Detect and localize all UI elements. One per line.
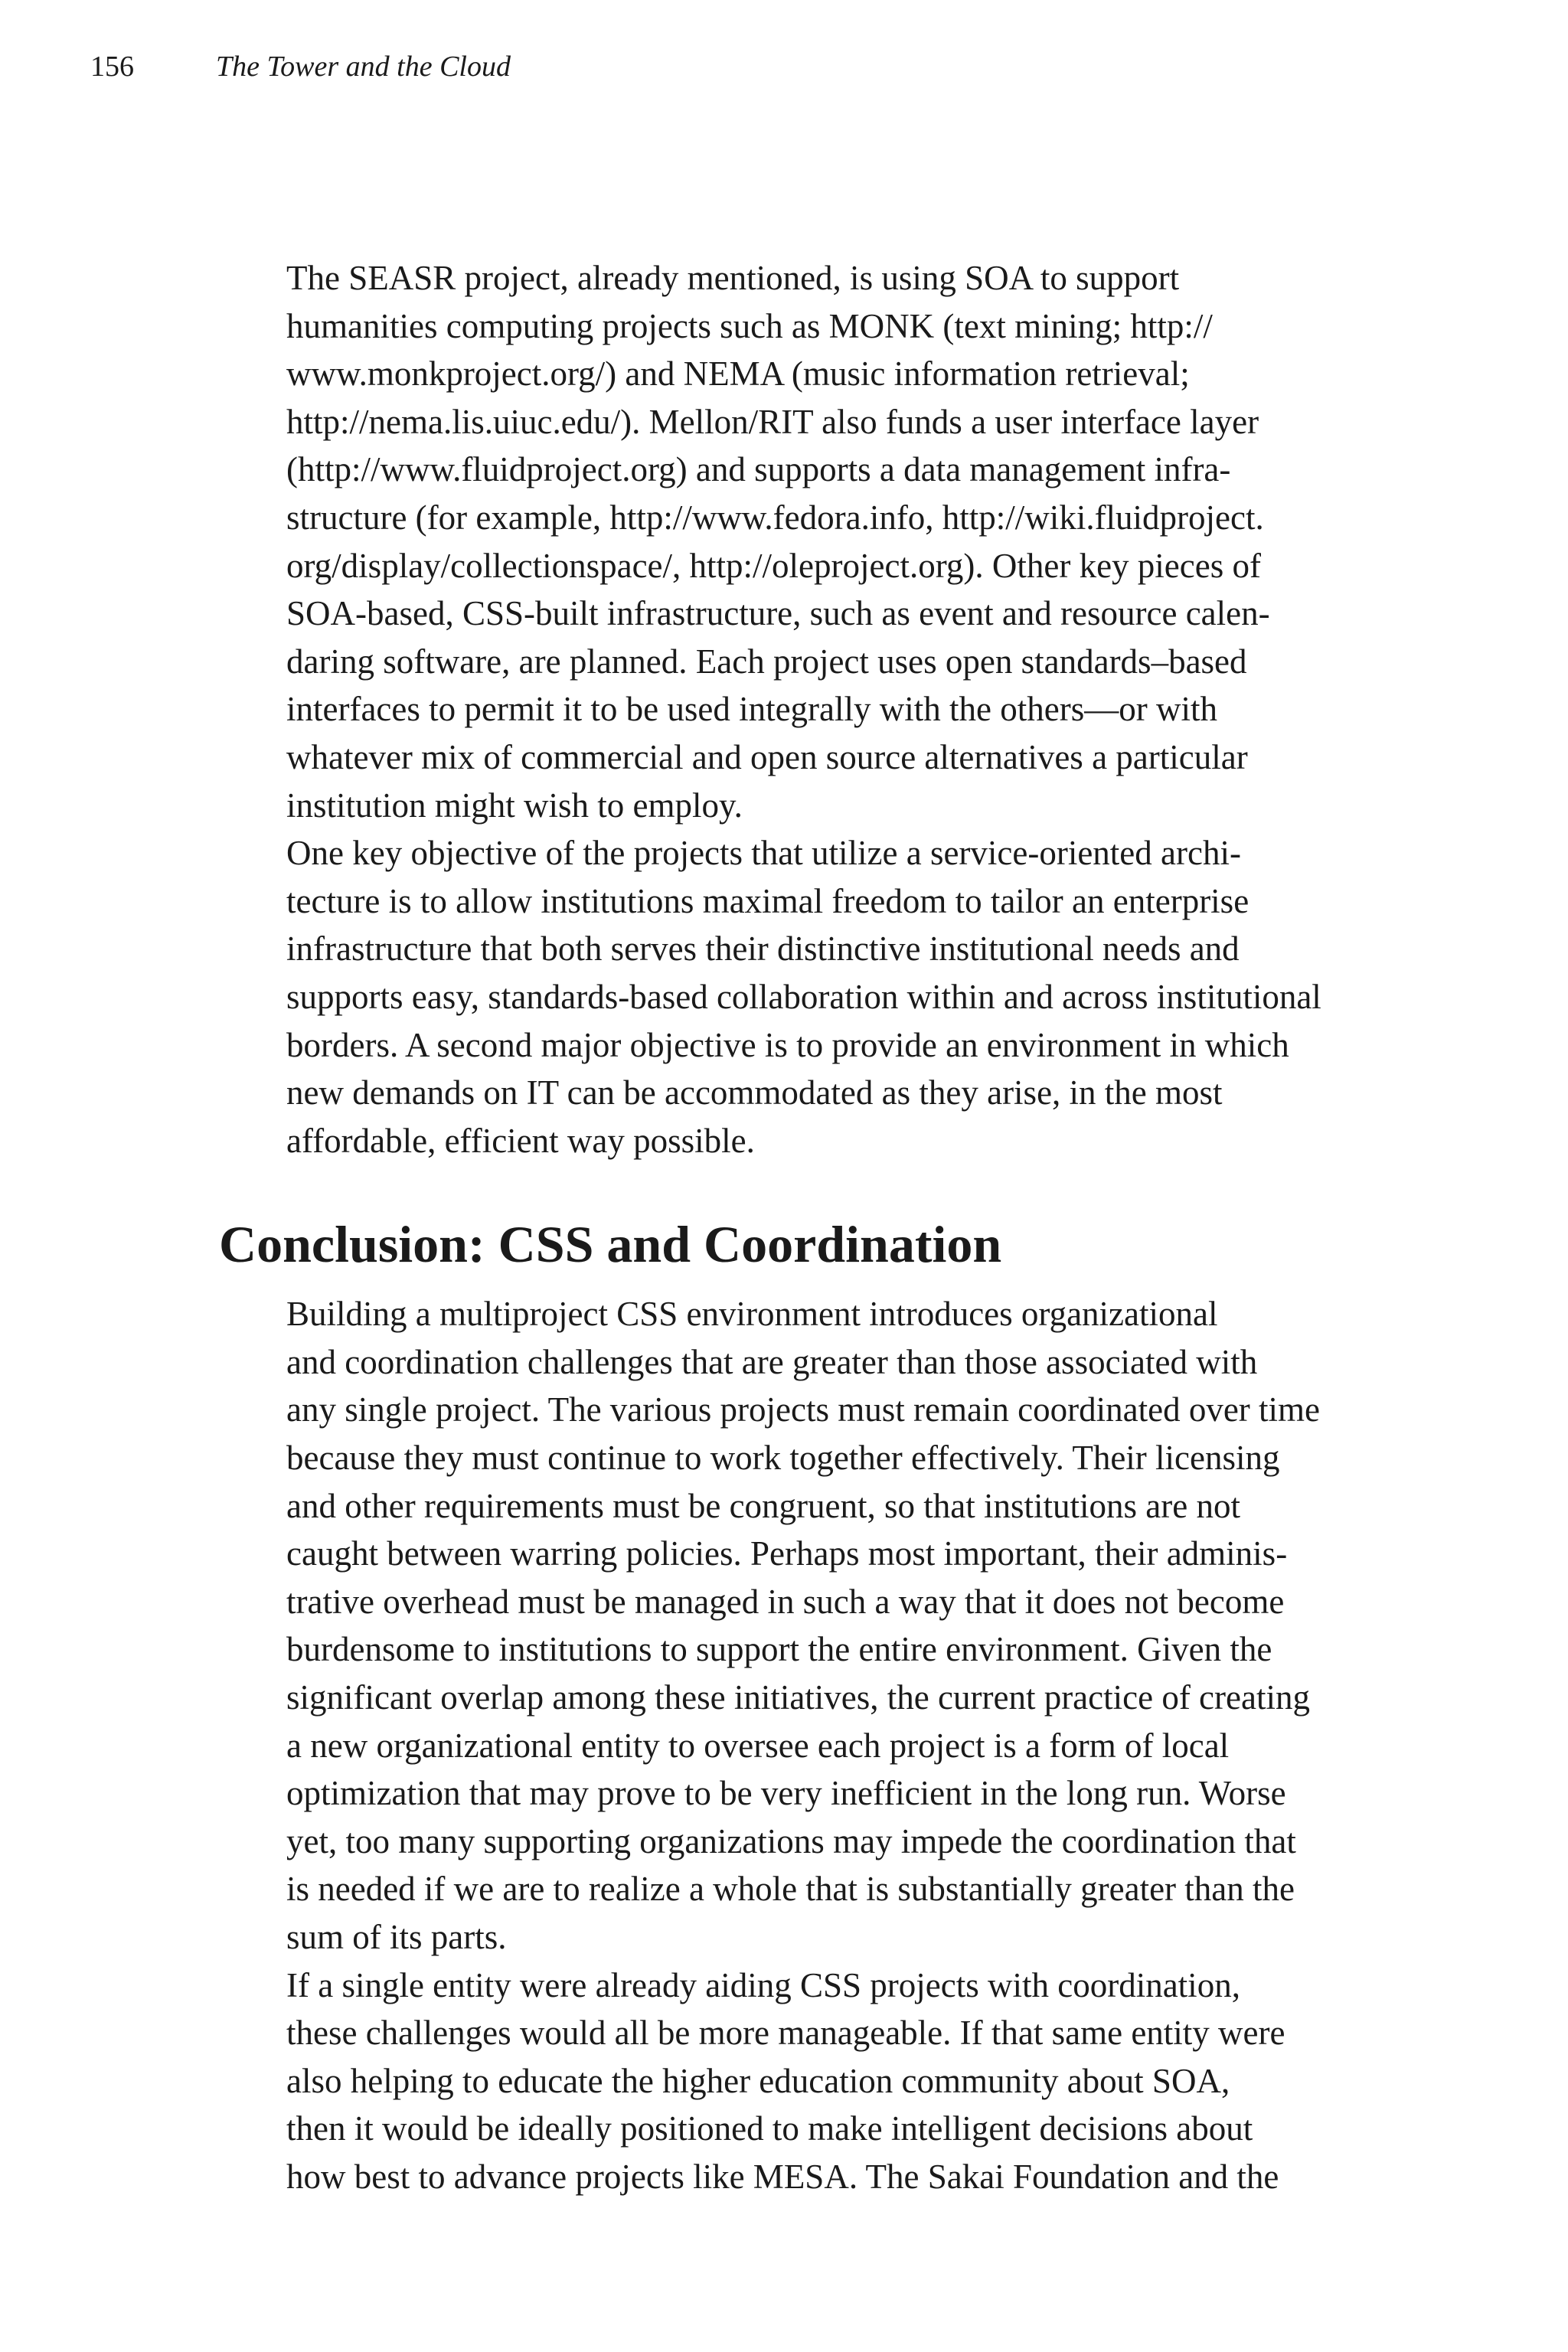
- text-line: burdensome to institutions to support the entire environment. Given the: [286, 1630, 1272, 1669]
- text-line: significant overlap among these initiatives, the current practice of creating: [286, 1678, 1310, 1717]
- text-line: sum of its parts.: [286, 1918, 507, 1956]
- body-text: [219, 254, 1348, 2201]
- text-line: tecture is to allow institutions maximal freedom to tailor an enterprise: [286, 881, 1250, 920]
- text-line: http://nema.lis.uiuc.edu/). Mellon/RIT also funds a user interface layer: [286, 402, 1259, 441]
- text-line: whatever mix of commercial and open source alternatives a particular: [286, 737, 1248, 776]
- text-line: interfaces to permit it to be used integrally with the others—or with: [286, 690, 1217, 729]
- text-line: institution might wish to employ.: [286, 786, 743, 825]
- book-title: The Tower and the Cloud: [216, 51, 511, 83]
- text-line: structure (for example, http://www.fedora.info, http://wiki.fluidproject.: [286, 498, 1264, 537]
- text-line: (http://www.fluidproject.org) and supports a data management infra-: [286, 450, 1231, 489]
- text-line: a new organizational entity to oversee each project is a form of local: [286, 1726, 1230, 1765]
- text-line: borders. A second major objective is to provide an environment in which: [286, 1025, 1289, 1064]
- paragraph-single-entity: [219, 1962, 1348, 2201]
- text-line: and other requirements must be congruent, so that institutions are not: [286, 1486, 1240, 1525]
- text-line: affordable, efficient way possible.: [286, 1121, 755, 1160]
- text-line: daring software, are planned. Each project uses open standards–based: [286, 642, 1247, 681]
- text-line: trative overhead must be managed in such a way that it does not become: [286, 1582, 1285, 1621]
- text-line: caught between warring policies. Perhaps most important, their adminis-: [286, 1534, 1288, 1573]
- text-line: If a single entity were already aiding CSS projects with coordination,: [286, 1965, 1240, 2004]
- text-line: One key objective of the projects that utilize a service-oriented archi-: [286, 834, 1241, 873]
- text-line: yet, too many supporting organizations may impede the coordination that: [286, 1821, 1296, 1860]
- text-line: supports easy, standards-based collaboration within and across institutional: [286, 977, 1321, 1016]
- text-line: infrastructure that both serves their distinctive institutional needs and: [286, 929, 1240, 969]
- text-line: The SEASR project, already mentioned, is using SOA to support: [286, 259, 1180, 297]
- text-line: then it would be ideally positioned to make intelligent decisions about: [286, 2109, 1253, 2148]
- running-head: [90, 47, 511, 86]
- text-line: because they must continue to work together effectively. Their licensing: [286, 1439, 1280, 1478]
- text-line: also helping to educate the higher education community about SOA,: [286, 2061, 1230, 2100]
- text-line: how best to advance projects like MESA. The Sakai Foundation and the: [286, 2157, 1279, 2196]
- text-line: www.monkproject.org/) and NEMA (music information retrieval;: [286, 354, 1190, 394]
- text-line: new demands on IT can be accommodated as they arise, in the most: [286, 1073, 1223, 1112]
- section-heading: Conclusion: CSS and Coordination: [219, 1215, 1002, 1274]
- text-line: Building a multiproject CSS environment introduces organizational: [286, 1295, 1218, 1334]
- paragraph-multiproject: [219, 1290, 1348, 1961]
- text-line: optimization that may prove to be very inefficient in the long run. Worse: [286, 1774, 1286, 1813]
- text-line: and coordination challenges that are greater than those associated with: [286, 1342, 1258, 1381]
- paragraph-key-objective: [219, 829, 1348, 1165]
- text-line: these challenges would all be more manageable. If that same entity were: [286, 2014, 1285, 2053]
- page-number: 156: [90, 51, 134, 83]
- text-line: humanities computing projects such as MONK (text mining; http://: [286, 306, 1213, 345]
- text-line: is needed if we are to realize a whole that is substantially greater than the: [286, 1870, 1295, 1909]
- text-line: any single project. The various projects must remain coordinated over time: [286, 1390, 1321, 1429]
- text-line: SOA-based, CSS-built infrastructure, such as event and resource calen-: [286, 594, 1270, 633]
- text-line: org/display/collectionspace/, http://oleproject.org). Other key pieces of: [286, 546, 1261, 585]
- paragraph-soa-projects: [219, 254, 1348, 829]
